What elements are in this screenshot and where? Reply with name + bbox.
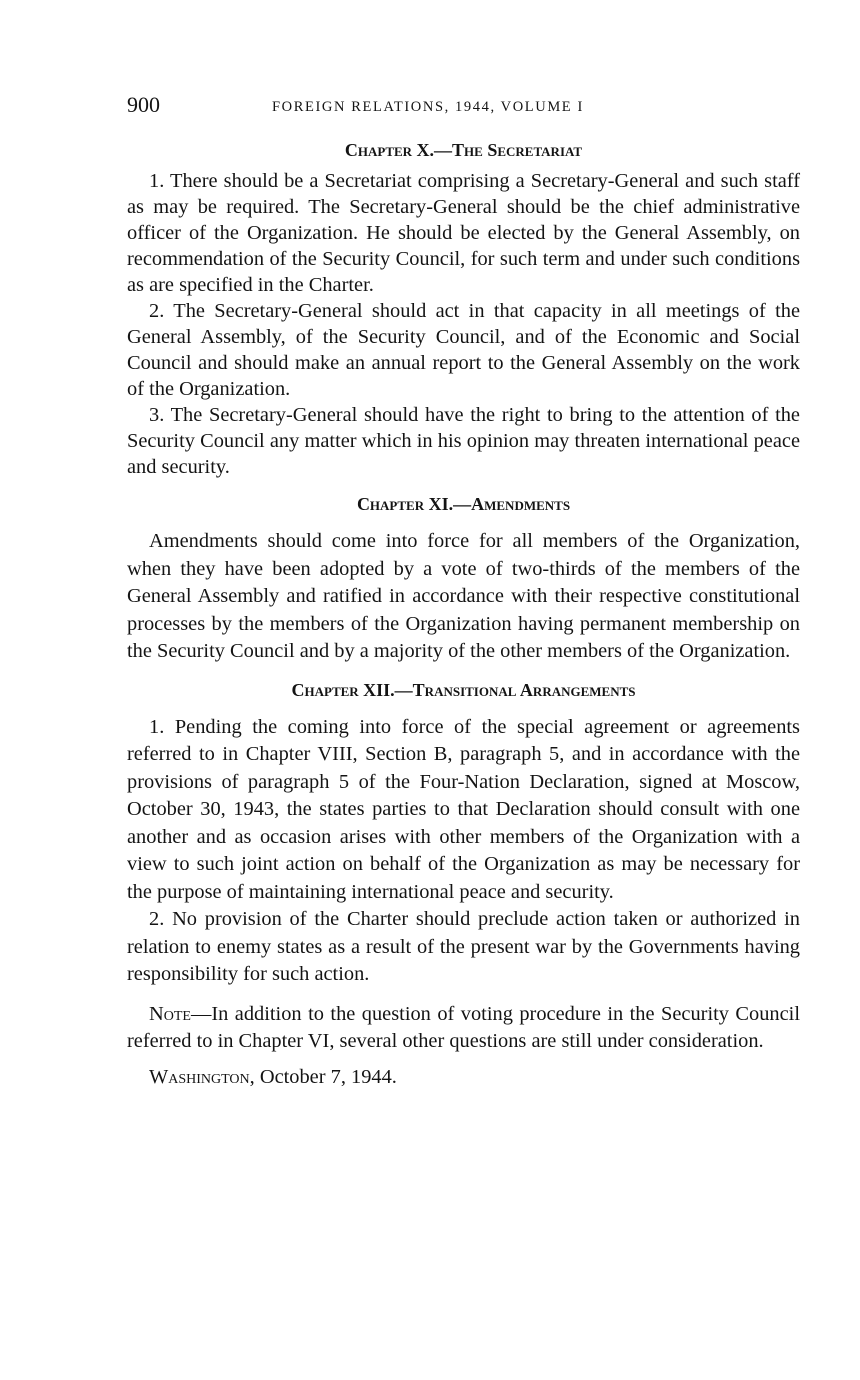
section-chapter-11	[127, 490, 800, 666]
chapter-heading: Chapter X.—The Secretariat	[344, 140, 583, 160]
section-chapter-12	[127, 676, 800, 989]
note-paragraph	[127, 1001, 800, 1055]
note-text: —In addition to the question of voting procedure in the Security Council referred to in Chapter VI, several other questions are still under consideration.	[127, 1002, 800, 1052]
dateline	[127, 1064, 800, 1091]
section-chapter-10	[127, 136, 800, 480]
dateline-place: Washington	[149, 1065, 250, 1088]
chapter-heading: Chapter XI.—Amendments	[356, 494, 571, 514]
paragraph: 2. The Secretary-General should act in that capacity in all meetings of the General Assembly, of the Security Council, and of the Economic and Social Council and should make an annual report to the General Assembly on the work of the Organization.	[127, 300, 800, 400]
paragraph: Amendments should come into force for all members of the Organization, when they have been adopted by a vote of two-thirds of the members of the General Assembly and ratified in accordance with their respective constitutional processes by the members of the Organization having permanent membership on the Security Council and by a majority of the other members of the Organization.	[127, 530, 800, 662]
paragraph: 1. Pending the coming into force of the special agreement or agreements referred to in Chapter VIII, Section B, paragraph 5, and in accordance with the provisions of paragraph 5 of the Four-Nation Declaration, signed at Moscow, October 30, 1943, the states parties to that Declaration should consult with one another and as occasion arises with other members of the Organization with a view to such joint action on behalf of the Organization as may be necessary for the purpose of maintaining international peace and security.	[127, 715, 800, 903]
paragraph: 3. The Secretary-General should have the right to bring to the attention of the Security Council any matter which in his opinion may threaten international peace and security.	[127, 404, 800, 478]
document-page	[127, 90, 800, 1091]
paragraph: 1. There should be a Secretariat comprising a Secretary-General and such staff as may be required. The Secretary-General should be the chief administrative officer of the Organization. He should be elected by the General Assembly, on recommendation of the Security Council, for such term and under such conditions as are specified in the Charter.	[127, 170, 800, 296]
dateline-date: , October 7, 1944.	[249, 1065, 397, 1088]
running-head	[127, 90, 800, 124]
running-title: FOREIGN RELATIONS, 1944, VOLUME I	[272, 99, 584, 115]
note-label: Note	[149, 1002, 191, 1025]
paragraph: 2. No provision of the Charter should preclude action taken or authorized in relation to enemy states as a result of the present war by the Governments having responsibility for such action.	[127, 908, 800, 985]
page-number: 900	[127, 92, 160, 117]
chapter-heading: Chapter XII.—Transitional Arrangements	[291, 679, 636, 700]
